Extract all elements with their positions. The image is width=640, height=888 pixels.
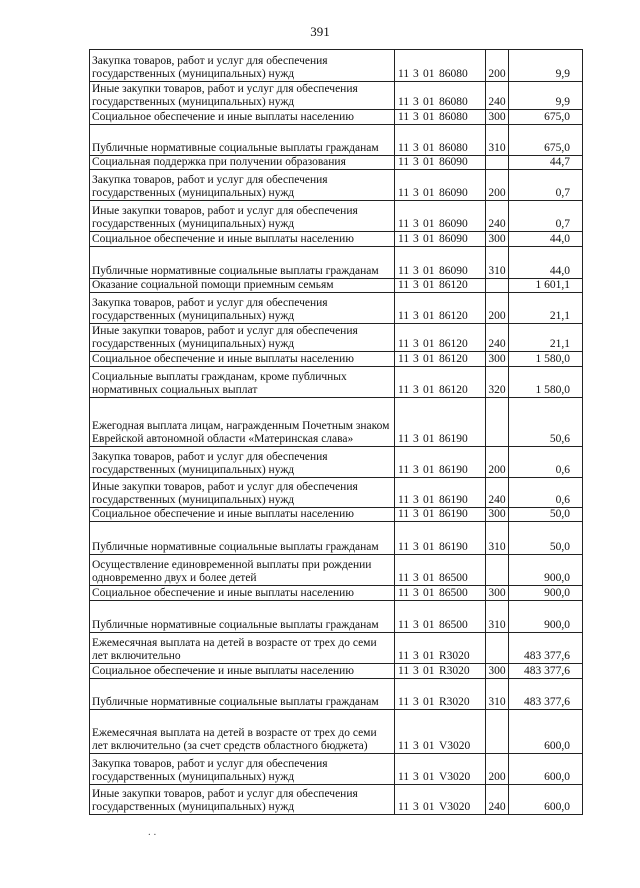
table-row xyxy=(90,785,583,815)
row-name: Оказание социальной помощи приемным семьям xyxy=(90,279,395,293)
code-section: 11 xyxy=(398,572,410,584)
row-expense-type: 200 xyxy=(486,293,509,324)
code-program: 3 xyxy=(413,384,419,396)
table-row xyxy=(90,279,583,293)
code-program: 3 xyxy=(413,187,419,199)
code-subprogram: 01 xyxy=(423,111,435,123)
row-name: Социальные выплаты гражданам, кроме публичных нормативных социальных выплат xyxy=(90,367,395,398)
row-expense-type: 310 xyxy=(486,679,509,710)
code-subprogram: 01 xyxy=(423,156,435,168)
row-name: Публичные нормативные социальные выплаты гражданам xyxy=(90,601,395,633)
code-subprogram: 01 xyxy=(423,265,435,277)
code-program: 3 xyxy=(413,218,419,230)
row-code xyxy=(395,522,486,555)
code-direction: 86120 xyxy=(439,353,468,365)
code-subprogram: 01 xyxy=(423,665,435,677)
code-direction: R3020 xyxy=(439,650,470,662)
row-expense-type: 300 xyxy=(486,508,509,522)
code-program: 3 xyxy=(413,740,419,752)
table-row xyxy=(90,352,583,367)
code-program: 3 xyxy=(413,771,419,783)
code-subprogram: 01 xyxy=(423,279,435,291)
table-row xyxy=(90,398,583,447)
row-amount: 675,0 xyxy=(509,110,583,125)
row-amount: 1 601,1 xyxy=(509,279,583,293)
code-subprogram: 01 xyxy=(423,338,435,350)
table-row xyxy=(90,679,583,710)
row-code xyxy=(395,367,486,398)
code-subprogram: 01 xyxy=(423,68,435,80)
code-program: 3 xyxy=(413,310,419,322)
row-amount: 50,6 xyxy=(509,398,583,447)
code-program: 3 xyxy=(413,619,419,631)
code-direction: 86080 xyxy=(439,96,468,108)
code-subprogram: 01 xyxy=(423,572,435,584)
row-name: Публичные нормативные социальные выплаты гражданам xyxy=(90,679,395,710)
row-amount: 50,0 xyxy=(509,522,583,555)
row-expense-type: 200 xyxy=(486,754,509,785)
code-program: 3 xyxy=(413,111,419,123)
row-code xyxy=(395,508,486,522)
row-amount: 9,9 xyxy=(509,50,583,82)
code-section: 11 xyxy=(398,650,410,662)
row-amount: 600,0 xyxy=(509,710,583,754)
table-row xyxy=(90,232,583,247)
code-program: 3 xyxy=(413,587,419,599)
code-section: 11 xyxy=(398,310,410,322)
row-code xyxy=(395,232,486,247)
table-row xyxy=(90,522,583,555)
row-name: Осуществление единовременной выплаты при рождении одновременно двух и более детей xyxy=(90,555,395,586)
code-section: 11 xyxy=(398,619,410,631)
row-expense-type: 200 xyxy=(486,447,509,478)
row-name: Публичные нормативные социальные выплаты гражданам xyxy=(90,247,395,279)
row-name: Иные закупки товаров, работ и услуг для обеспечения государственных (муниципальных) нужд xyxy=(90,478,395,508)
row-code xyxy=(395,601,486,633)
row-amount: 900,0 xyxy=(509,586,583,601)
code-section: 11 xyxy=(398,279,410,291)
row-expense-type: 310 xyxy=(486,247,509,279)
row-expense-type: 310 xyxy=(486,522,509,555)
code-subprogram: 01 xyxy=(423,508,435,520)
code-program: 3 xyxy=(413,68,419,80)
table-row xyxy=(90,156,583,170)
code-section: 11 xyxy=(398,68,410,80)
row-name: Социальная поддержка при получении образования xyxy=(90,156,395,170)
row-code xyxy=(395,555,486,586)
budget-table xyxy=(89,49,583,815)
code-direction: 86080 xyxy=(439,111,468,123)
row-expense-type: 300 xyxy=(486,586,509,601)
row-amount: 44,0 xyxy=(509,232,583,247)
table-row xyxy=(90,125,583,156)
row-amount: 483 377,6 xyxy=(509,679,583,710)
code-subprogram: 01 xyxy=(423,142,435,154)
code-subprogram: 01 xyxy=(423,587,435,599)
code-direction: V3020 xyxy=(439,740,471,752)
code-direction: 86500 xyxy=(439,619,468,631)
footer-mark: . . xyxy=(148,826,157,838)
row-amount: 483 377,6 xyxy=(509,664,583,679)
code-section: 11 xyxy=(398,696,410,708)
code-section: 11 xyxy=(398,111,410,123)
row-amount: 44,7 xyxy=(509,156,583,170)
row-name: Публичные нормативные социальные выплаты гражданам xyxy=(90,522,395,555)
table-row xyxy=(90,82,583,110)
row-name: Публичные нормативные социальные выплаты гражданам xyxy=(90,125,395,156)
row-expense-type: 240 xyxy=(486,82,509,110)
table-row xyxy=(90,293,583,324)
row-amount: 1 580,0 xyxy=(509,367,583,398)
table-row xyxy=(90,586,583,601)
code-program: 3 xyxy=(413,696,419,708)
row-amount: 675,0 xyxy=(509,125,583,156)
table-row xyxy=(90,367,583,398)
code-program: 3 xyxy=(413,279,419,291)
row-name: Ежемесячная выплата на детей в возрасте от трех до семи лет включительно xyxy=(90,633,395,664)
row-expense-type: 240 xyxy=(486,324,509,352)
code-direction: 86190 xyxy=(439,494,468,506)
table-row xyxy=(90,447,583,478)
code-program: 3 xyxy=(413,508,419,520)
row-expense-type: 310 xyxy=(486,601,509,633)
code-section: 11 xyxy=(398,508,410,520)
row-code xyxy=(395,679,486,710)
code-direction: 86120 xyxy=(439,310,468,322)
table-row xyxy=(90,201,583,232)
row-amount: 0,6 xyxy=(509,478,583,508)
row-code xyxy=(395,156,486,170)
code-direction: 86090 xyxy=(439,233,468,245)
code-program: 3 xyxy=(413,233,419,245)
code-direction: 86190 xyxy=(439,464,468,476)
row-name: Закупка товаров, работ и услуг для обеспечения государственных (муниципальных) нужд xyxy=(90,447,395,478)
row-name: Закупка товаров, работ и услуг для обеспечения государственных (муниципальных) нужд xyxy=(90,293,395,324)
row-code xyxy=(395,664,486,679)
code-direction: 86090 xyxy=(439,218,468,230)
code-direction: R3020 xyxy=(439,696,470,708)
code-section: 11 xyxy=(398,218,410,230)
row-code xyxy=(395,324,486,352)
table-row xyxy=(90,247,583,279)
row-name: Социальное обеспечение и иные выплаты населению xyxy=(90,232,395,247)
code-program: 3 xyxy=(413,96,419,108)
row-amount: 0,6 xyxy=(509,447,583,478)
table-row xyxy=(90,170,583,201)
row-amount: 0,7 xyxy=(509,201,583,232)
row-name: Закупка товаров, работ и услуг для обеспечения государственных (муниципальных) нужд xyxy=(90,754,395,785)
row-code xyxy=(395,293,486,324)
code-direction: 86500 xyxy=(439,572,468,584)
table-row xyxy=(90,754,583,785)
row-code xyxy=(395,170,486,201)
code-subprogram: 01 xyxy=(423,384,435,396)
table-row xyxy=(90,633,583,664)
code-direction: 86190 xyxy=(439,433,468,445)
code-section: 11 xyxy=(398,233,410,245)
code-subprogram: 01 xyxy=(423,541,435,553)
table-row xyxy=(90,664,583,679)
row-name: Иные закупки товаров, работ и услуг для обеспечения государственных (муниципальных) нужд xyxy=(90,82,395,110)
code-program: 3 xyxy=(413,494,419,506)
code-direction: 86090 xyxy=(439,156,468,168)
row-expense-type: 200 xyxy=(486,170,509,201)
code-program: 3 xyxy=(413,338,419,350)
code-direction: 86120 xyxy=(439,279,468,291)
row-amount: 21,1 xyxy=(509,293,583,324)
code-program: 3 xyxy=(413,650,419,662)
code-subprogram: 01 xyxy=(423,494,435,506)
code-subprogram: 01 xyxy=(423,218,435,230)
row-amount: 900,0 xyxy=(509,555,583,586)
code-direction: 86120 xyxy=(439,384,468,396)
code-program: 3 xyxy=(413,665,419,677)
row-code xyxy=(395,279,486,293)
table-row xyxy=(90,50,583,82)
row-expense-type: 240 xyxy=(486,201,509,232)
code-direction: 86190 xyxy=(439,541,468,553)
code-program: 3 xyxy=(413,353,419,365)
code-program: 3 xyxy=(413,142,419,154)
row-expense-type: 240 xyxy=(486,785,509,815)
code-section: 11 xyxy=(398,801,410,813)
code-section: 11 xyxy=(398,665,410,677)
row-code xyxy=(395,125,486,156)
code-section: 11 xyxy=(398,494,410,506)
row-expense-type: 200 xyxy=(486,50,509,82)
code-section: 11 xyxy=(398,384,410,396)
table-row xyxy=(90,508,583,522)
code-program: 3 xyxy=(413,156,419,168)
code-direction: 86500 xyxy=(439,587,468,599)
code-section: 11 xyxy=(398,541,410,553)
row-expense-type xyxy=(486,710,509,754)
code-direction: 86080 xyxy=(439,68,468,80)
code-direction: 86120 xyxy=(439,338,468,350)
row-code xyxy=(395,352,486,367)
code-program: 3 xyxy=(413,265,419,277)
code-subprogram: 01 xyxy=(423,464,435,476)
code-direction: V3020 xyxy=(439,801,471,813)
row-code xyxy=(395,50,486,82)
code-section: 11 xyxy=(398,96,410,108)
row-expense-type xyxy=(486,398,509,447)
row-expense-type xyxy=(486,633,509,664)
row-name: Иные закупки товаров, работ и услуг для обеспечения государственных (муниципальных) нужд xyxy=(90,785,395,815)
code-subprogram: 01 xyxy=(423,771,435,783)
code-section: 11 xyxy=(398,187,410,199)
code-section: 11 xyxy=(398,338,410,350)
page-number: 391 xyxy=(310,24,330,39)
table-row xyxy=(90,601,583,633)
code-subprogram: 01 xyxy=(423,696,435,708)
code-subprogram: 01 xyxy=(423,650,435,662)
row-expense-type: 300 xyxy=(486,664,509,679)
row-code xyxy=(395,201,486,232)
row-expense-type: 320 xyxy=(486,367,509,398)
code-section: 11 xyxy=(398,433,410,445)
code-section: 11 xyxy=(398,740,410,752)
row-amount: 44,0 xyxy=(509,247,583,279)
row-name: Ежегодная выплата лицам, награжденным Почетным знаком Еврейской автономной области «Материнская слава» xyxy=(90,398,395,447)
code-section: 11 xyxy=(398,464,410,476)
row-code xyxy=(395,247,486,279)
row-name: Социальное обеспечение и иные выплаты населению xyxy=(90,508,395,522)
code-section: 11 xyxy=(398,265,410,277)
row-expense-type: 300 xyxy=(486,232,509,247)
row-code xyxy=(395,785,486,815)
row-code xyxy=(395,82,486,110)
table-row xyxy=(90,110,583,125)
row-amount: 9,9 xyxy=(509,82,583,110)
table-row xyxy=(90,555,583,586)
row-name: Социальное обеспечение и иные выплаты населению xyxy=(90,586,395,601)
code-subprogram: 01 xyxy=(423,353,435,365)
table-row xyxy=(90,710,583,754)
row-name: Иные закупки товаров, работ и услуг для обеспечения государственных (муниципальных) нужд xyxy=(90,201,395,232)
row-amount: 900,0 xyxy=(509,601,583,633)
table-row xyxy=(90,324,583,352)
code-subprogram: 01 xyxy=(423,96,435,108)
row-code xyxy=(395,447,486,478)
row-code xyxy=(395,478,486,508)
row-expense-type xyxy=(486,156,509,170)
code-direction: 86090 xyxy=(439,187,468,199)
code-subprogram: 01 xyxy=(423,433,435,445)
code-program: 3 xyxy=(413,433,419,445)
row-amount: 600,0 xyxy=(509,785,583,815)
code-section: 11 xyxy=(398,156,410,168)
row-amount: 0,7 xyxy=(509,170,583,201)
row-amount: 21,1 xyxy=(509,324,583,352)
row-expense-type xyxy=(486,555,509,586)
code-program: 3 xyxy=(413,801,419,813)
row-code xyxy=(395,710,486,754)
code-subprogram: 01 xyxy=(423,619,435,631)
code-subprogram: 01 xyxy=(423,187,435,199)
row-expense-type: 300 xyxy=(486,110,509,125)
row-name: Социальное обеспечение и иные выплаты населению xyxy=(90,110,395,125)
code-subprogram: 01 xyxy=(423,233,435,245)
row-amount: 1 580,0 xyxy=(509,352,583,367)
code-program: 3 xyxy=(413,541,419,553)
code-section: 11 xyxy=(398,353,410,365)
code-subprogram: 01 xyxy=(423,740,435,752)
row-expense-type: 310 xyxy=(486,125,509,156)
table-row xyxy=(90,478,583,508)
row-name: Социальное обеспечение и иные выплаты населению xyxy=(90,352,395,367)
table-body xyxy=(90,50,583,815)
code-section: 11 xyxy=(398,142,410,154)
row-amount: 483 377,6 xyxy=(509,633,583,664)
row-name: Закупка товаров, работ и услуг для обеспечения государственных (муниципальных) нужд xyxy=(90,50,395,82)
code-subprogram: 01 xyxy=(423,801,435,813)
code-section: 11 xyxy=(398,771,410,783)
row-name: Закупка товаров, работ и услуг для обеспечения государственных (муниципальных) нужд xyxy=(90,170,395,201)
row-code xyxy=(395,586,486,601)
code-direction: 86190 xyxy=(439,508,468,520)
code-section: 11 xyxy=(398,587,410,599)
row-code xyxy=(395,398,486,447)
code-direction: 86090 xyxy=(439,265,468,277)
code-program: 3 xyxy=(413,572,419,584)
code-subprogram: 01 xyxy=(423,310,435,322)
code-direction: R3020 xyxy=(439,665,470,677)
row-expense-type xyxy=(486,279,509,293)
row-amount: 600,0 xyxy=(509,754,583,785)
code-program: 3 xyxy=(413,464,419,476)
row-expense-type: 300 xyxy=(486,352,509,367)
row-code xyxy=(395,633,486,664)
row-name: Иные закупки товаров, работ и услуг для обеспечения государственных (муниципальных) нужд xyxy=(90,324,395,352)
row-code xyxy=(395,110,486,125)
row-name: Социальное обеспечение и иные выплаты населению xyxy=(90,664,395,679)
row-code xyxy=(395,754,486,785)
row-amount: 50,0 xyxy=(509,508,583,522)
code-direction: 86080 xyxy=(439,142,468,154)
code-direction: V3020 xyxy=(439,771,471,783)
row-expense-type: 240 xyxy=(486,478,509,508)
row-name: Ежемесячная выплата на детей в возрасте от трех до семи лет включительно (за счет средств областного бюджета) xyxy=(90,710,395,754)
